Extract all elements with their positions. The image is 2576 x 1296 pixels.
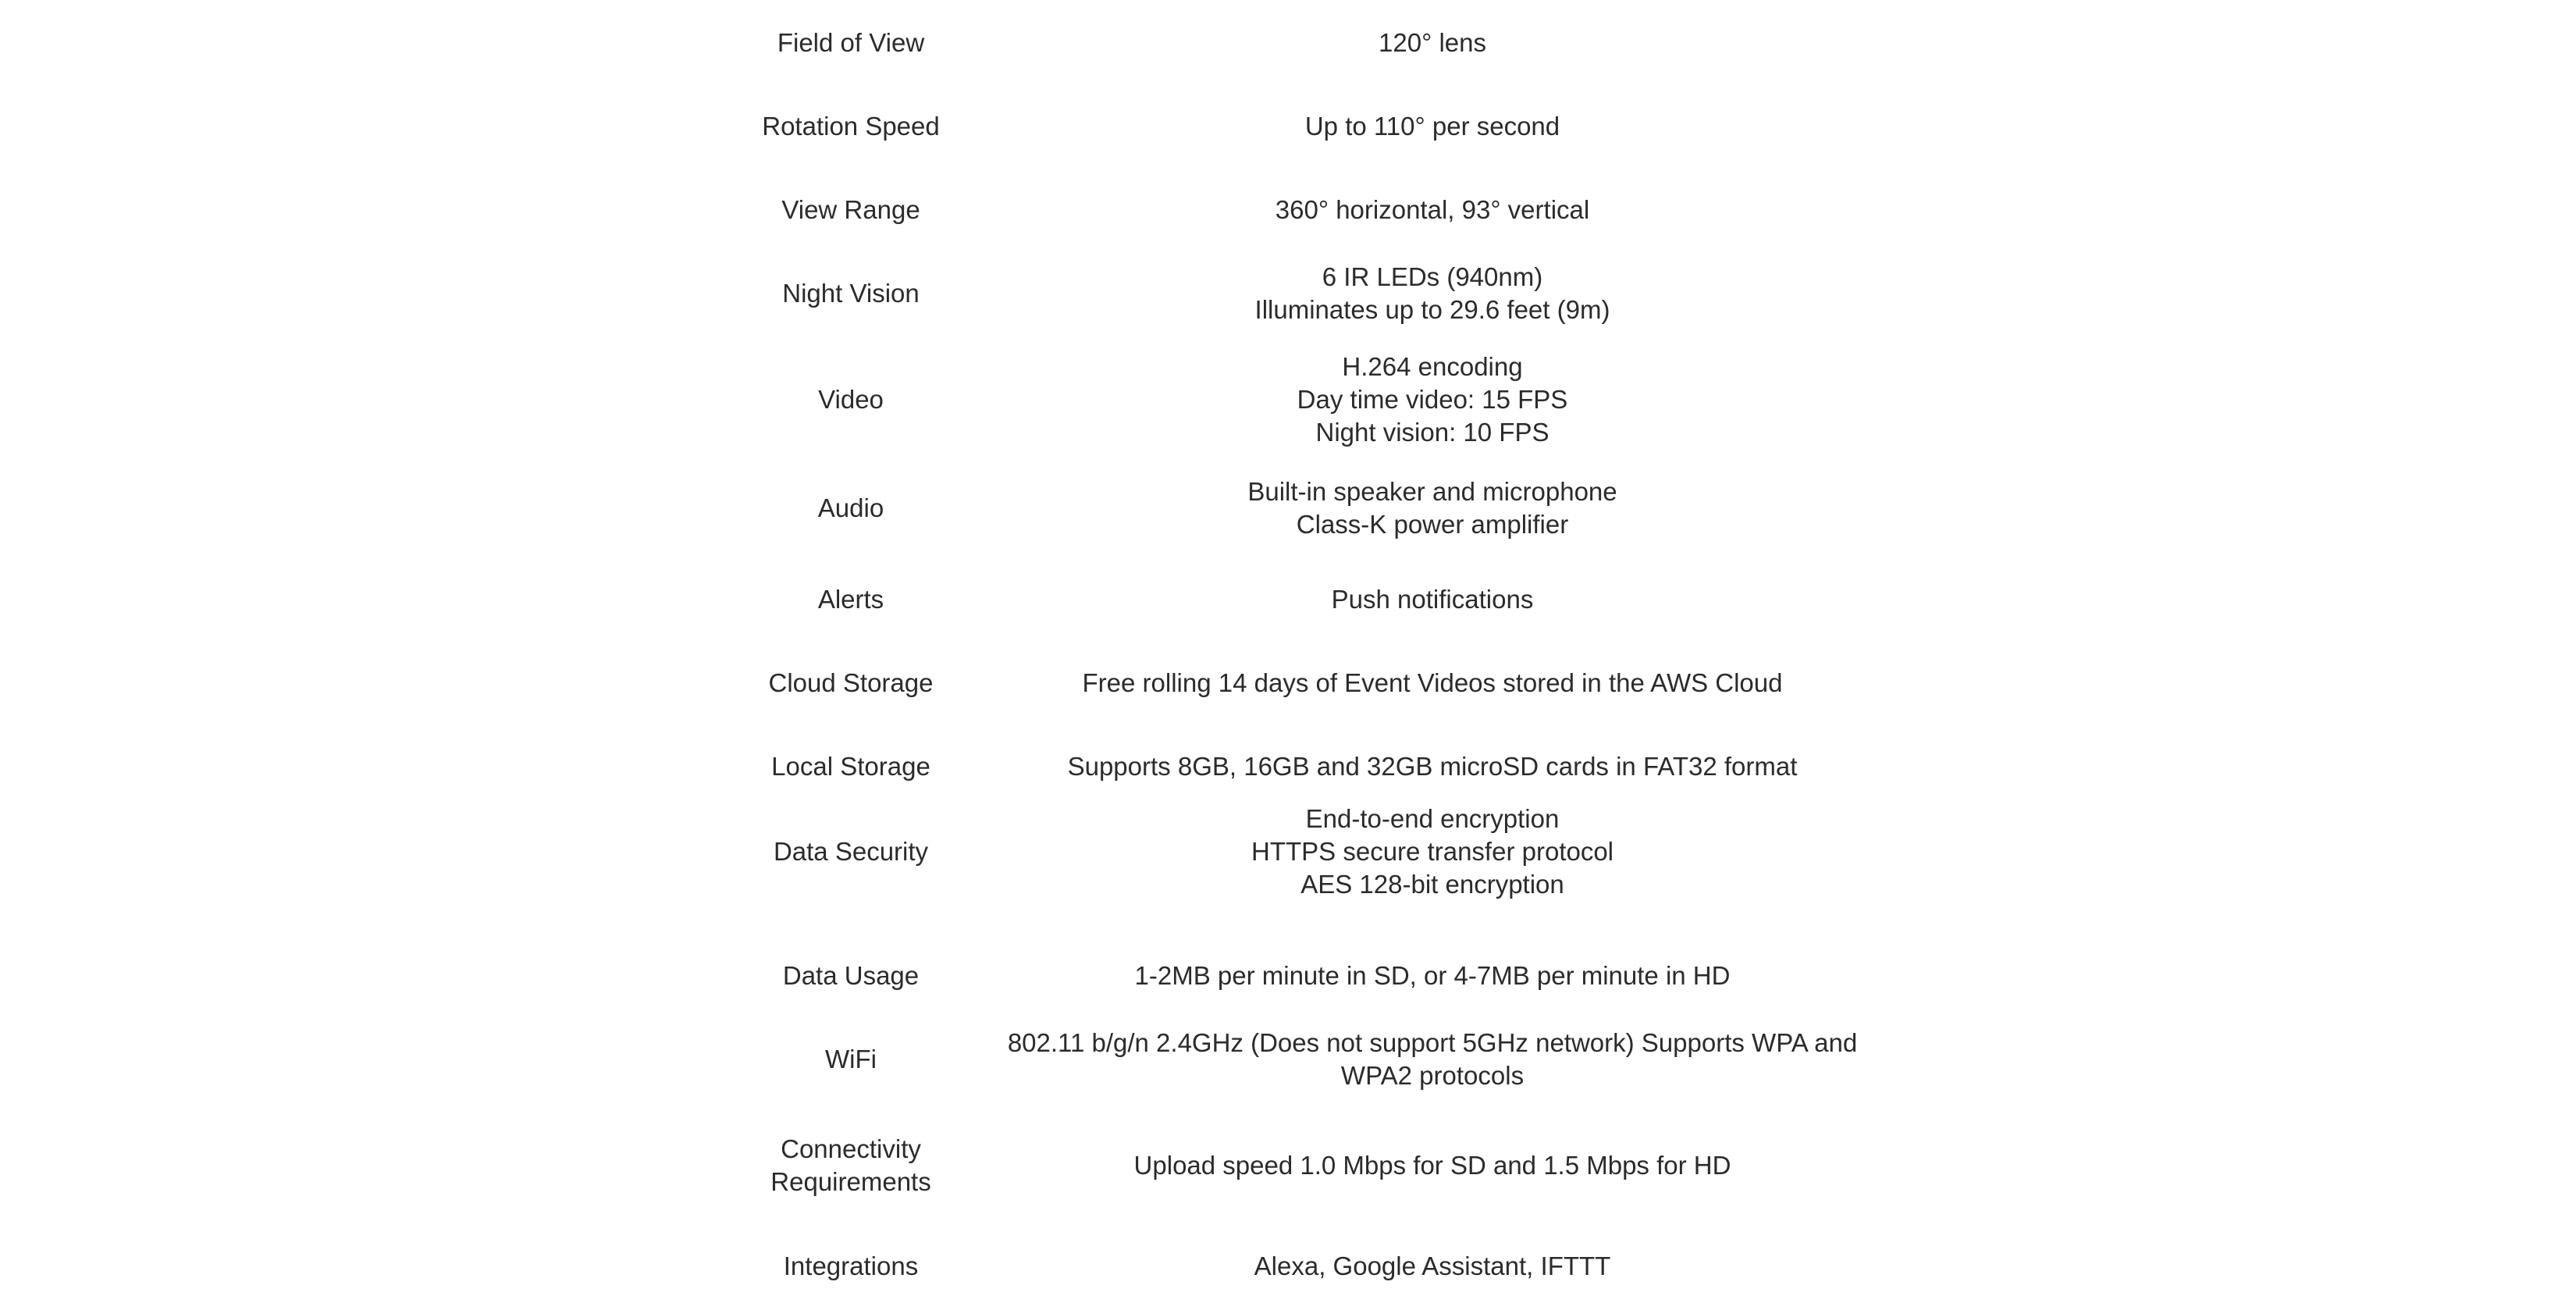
spec-value-line: Push notifications: [1331, 585, 1534, 614]
spec-label: Data Usage: [782, 961, 920, 990]
spec-row-field-of-view: [718, 26, 1881, 60]
spec-label: Integrations: [783, 1251, 919, 1280]
spec-value: [984, 750, 1881, 783]
spec-value-line: Night vision: 10 FPS: [1315, 418, 1550, 447]
spec-value: [984, 351, 1881, 449]
spec-label: Audio: [817, 493, 884, 522]
spec-label: Cloud Storage: [768, 668, 934, 697]
spec-value-line: 802.11 b/g/n 2.4GHz (Does not support 5GHz network) Supports WPA and: [1007, 1028, 1858, 1057]
spec-label-line: Connectivity: [781, 1134, 921, 1163]
spec-value: [984, 583, 1881, 616]
spec-value-line: 6 IR LEDs (940nm): [1322, 262, 1543, 291]
spec-value: [984, 1149, 1881, 1182]
spec-value: [984, 1250, 1881, 1283]
spec-label: View Range: [781, 195, 920, 224]
spec-value-line: Supports 8GB, 16GB and 32GB microSD cards in FAT32 format: [1067, 752, 1798, 781]
spec-row-video: [718, 350, 1881, 450]
spec-row-cloud-storage: [718, 666, 1881, 700]
spec-value-line: Day time video: 15 FPS: [1297, 385, 1568, 414]
spec-value: [984, 261, 1881, 326]
spec-row-data-security: [718, 802, 1881, 902]
spec-label: Local Storage: [771, 752, 930, 781]
spec-value-line: 1-2MB per minute in SD, or 4-7MB per minute in HD: [1134, 961, 1731, 990]
spec-value: [984, 194, 1881, 226]
spec-label: Field of View: [777, 28, 925, 57]
spec-label-line: Requirements: [770, 1167, 931, 1196]
spec-value-line: Free rolling 14 days of Event Videos stored in the AWS Cloud: [1082, 668, 1783, 697]
spec-value-line: Upload speed 1.0 Mbps for SD and 1.5 Mbps for HD: [1133, 1151, 1731, 1180]
spec-value: [984, 667, 1881, 700]
spec-value-line: Up to 110° per second: [1304, 112, 1560, 141]
spec-row-data-usage: [718, 959, 1881, 993]
spec-label: Data Security: [773, 837, 929, 866]
spec-row-audio: [718, 475, 1881, 542]
spec-row-connectivity-requirements: [718, 1132, 1881, 1199]
spec-label: Video: [818, 385, 884, 414]
spec-row-wifi: [718, 1026, 1881, 1093]
spec-row-view-range: [718, 193, 1881, 227]
spec-row-integrations: [718, 1249, 1881, 1284]
spec-value-line: HTTPS secure transfer protocol: [1251, 837, 1614, 866]
spec-value-line: WPA2 protocols: [1340, 1061, 1525, 1090]
spec-value: [984, 1027, 1881, 1092]
spec-label: Rotation Speed: [762, 112, 940, 141]
spec-label: [718, 1133, 984, 1198]
spec-value-line: AES 128-bit encryption: [1300, 870, 1564, 899]
spec-value-line: H.264 encoding: [1342, 352, 1523, 381]
spec-value-line: 360° horizontal, 93° vertical: [1275, 195, 1590, 224]
spec-value-line: Built-in speaker and microphone: [1247, 477, 1617, 506]
spec-value-line: Illuminates up to 29.6 feet (9m): [1254, 295, 1610, 324]
spec-value: [984, 475, 1881, 541]
spec-value-line: End-to-end encryption: [1305, 804, 1560, 833]
spec-row-rotation-speed: [718, 109, 1881, 144]
spec-row-night-vision: [718, 260, 1881, 327]
spec-value: [984, 27, 1881, 59]
spec-value-line: Alexa, Google Assistant, IFTTT: [1254, 1251, 1611, 1280]
spec-value-line: 120° lens: [1379, 28, 1486, 57]
spec-value: [984, 110, 1881, 143]
spec-label: WiFi: [825, 1045, 877, 1073]
spec-row-alerts: [718, 582, 1881, 617]
spec-value: [984, 803, 1881, 901]
spec-label: Night Vision: [782, 279, 920, 308]
spec-label: Alerts: [817, 585, 884, 614]
spec-row-local-storage: [718, 749, 1881, 784]
spec-value: [984, 960, 1881, 992]
spec-value-line: Class-K power amplifier: [1296, 510, 1569, 539]
